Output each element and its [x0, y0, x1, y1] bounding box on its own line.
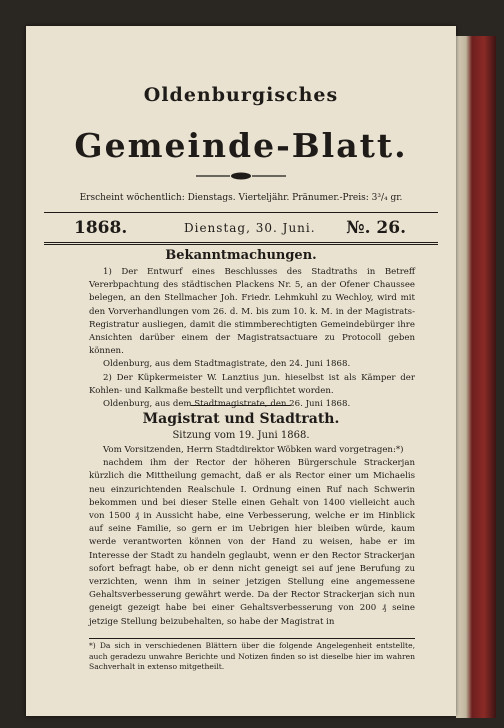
book-spine	[456, 36, 496, 718]
masthead-small-title: Oldenburgisches	[143, 84, 339, 106]
header-rule-top	[44, 212, 438, 213]
council-paragraph: Vom Vorsitzenden, Herrn Stadtdirektor Wöbken ward vorgetragen:*)	[103, 445, 404, 455]
issue-number: №. 26.	[346, 218, 406, 238]
newspaper-page	[26, 26, 456, 716]
header-rule-bottom-2	[44, 244, 438, 245]
header-rule-bottom	[44, 242, 438, 243]
issue-year: 1868.	[74, 218, 128, 238]
council-paragraph: nachdem ihm der Rector der höheren Bürgerschule Strackerjan kürzlich die Mittheilung gemacht, daß er als Rector einer um Michaelis neu einzurichtenden Realschule I. Ordnung einen Ruf nach Schwerin bekommen und bei dieser Stelle einen Gehalt von 1400 vielleicht auch von 1500 ₰ in Aussicht habe, eine Verbesserung, welche er im Hinblick auf seine Familie, so gern er im Uebrigen hier bleiben würde, kaum werde verantworten können von der Hand zu weisen, habe er im Interesse der Stadt zu handeln geglaubt, wenn er den Rector Strackerjan sofort befragt habe, ob er denn nicht geneigt sei auf jene Berufung zu verzichten, wenn ihm in seiner jetzigen Stellung eine angemessene Gehaltsverbesserung gewährt werde. Da der Rector Strackerjan sich nun geneigt gezeigt habe bei einer Gehaltsverbesserung von 200 ₰ seine jetzige Stellung beizubehalten, so habe der Magistrat in	[89, 458, 415, 627]
section-divider	[191, 405, 291, 406]
announcement-paragraph: 1) Der Entwurf eines Beschlusses des Stadtraths in Betreff Vererbpachtung des städtischen Plackens Nr. 5, an der Ofener Chaussee belegen, an den Stellmacher Joh. Friedr. Lehmkuhl zu Wechloy, wird mit den Vorverhandlungen vom 26. d. M. bis zum 10. k. M. in der Magistrats-Registratur ausliegen, damit die stimmberechtigten Gemeindebürger ihre Ansichten darüber einem der Magistratsactuare zu Protocoll geben können.	[89, 267, 415, 357]
announcement-dateline: Oldenburg, aus dem Stadtmagistrate, den 26. Juni 1868.	[103, 399, 351, 410]
section-heading-council: Magistrat und Stadtrath.	[142, 411, 340, 427]
announcement-dateline: Oldenburg, aus dem Stadtmagistrate, den 24. Juni 1868.	[103, 359, 351, 370]
dateline	[44, 218, 438, 240]
announcement-paragraph: 2) Der Küpkermeister W. Lanztius jun. hieselbst ist als Kämper der Kohlen- und Kalkmaße bestellt und verpflichtet worden.	[89, 372, 415, 396]
council-body	[89, 444, 415, 629]
section-heading-announcements: Bekanntmachungen.	[165, 248, 317, 263]
ornament-divider	[196, 171, 286, 181]
footnote-rule	[89, 638, 415, 639]
masthead-title: Gemeinde-Blatt.	[74, 126, 408, 165]
session-date: Sitzung vom 19. Juni 1868.	[172, 430, 310, 441]
announcements-body	[89, 266, 415, 411]
publication-info: Erscheint wöchentlich: Dienstags. Vierteljähr. Pränumer.-Preis: 3³/₄ gr.	[79, 193, 403, 203]
footnote: *) Da sich in verschiedenen Blättern über die folgende Angelegenheit entstellte, auch geradezu unwahre Berichte und Notizen finden so ist dieselbe hier im wahren Sachverhalt in extenso mitgetheilt.	[89, 641, 415, 671]
issue-date: Dienstag, 30. Juni.	[184, 221, 316, 235]
